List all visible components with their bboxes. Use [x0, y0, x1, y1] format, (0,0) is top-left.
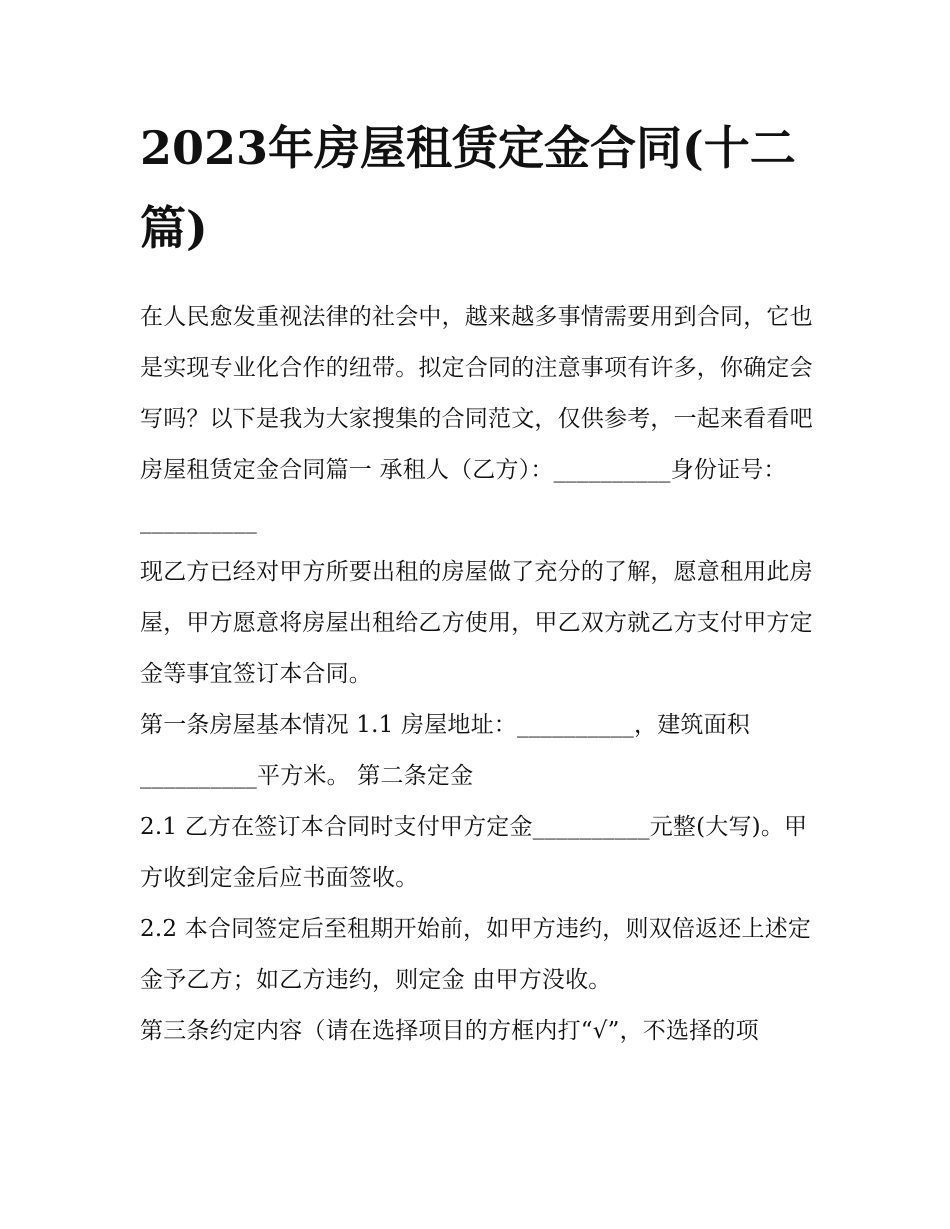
paragraph-article-three: 第三条约定内容（请在选择项目的方框内打“√”，不选择的项: [140, 1018, 759, 1044]
paragraph-clause-2-1: 2.1 乙方在签订本合同时支付甲方定金__________元整(大写)。甲方收到定金后应书面签收。: [140, 814, 808, 891]
paragraph-clause-2-2: 2.2 本合同签定后至租期开始前，如甲方违约，则双倍返还上述定金予乙方；如乙方违约，则定金 由甲方没收。: [140, 916, 812, 993]
paragraph-intro: 在人民愈发重视法律的社会中，越来越多事情需要用到合同，它也是实现专业化合作的纽带。拟定合同的注意事项有许多，你确定会写吗？以下是我为大家搜集的合同范文，仅供参考，一起来看看吧: [140, 304, 813, 432]
document-page: [140, 108, 820, 1057]
document-title: 2023年房屋租赁定金合同(十二篇): [140, 121, 796, 255]
paragraph-contract-part-one: 房屋租赁定金合同篇一 承租人（乙方）：__________身份证号：__________: [140, 457, 787, 534]
paragraph-article-one: 第一条房屋基本情况 1.1 房屋地址：__________，建筑面积__________平方米。 第二条定金: [140, 712, 750, 789]
paragraph-preamble: 现乙方已经对甲方所要出租的房屋做了充分的了解，愿意租用此房屋，甲方愿意将房屋出租给乙方使用，甲乙双方就乙方支付甲方定金等事宜签订本合同。: [140, 559, 813, 687]
